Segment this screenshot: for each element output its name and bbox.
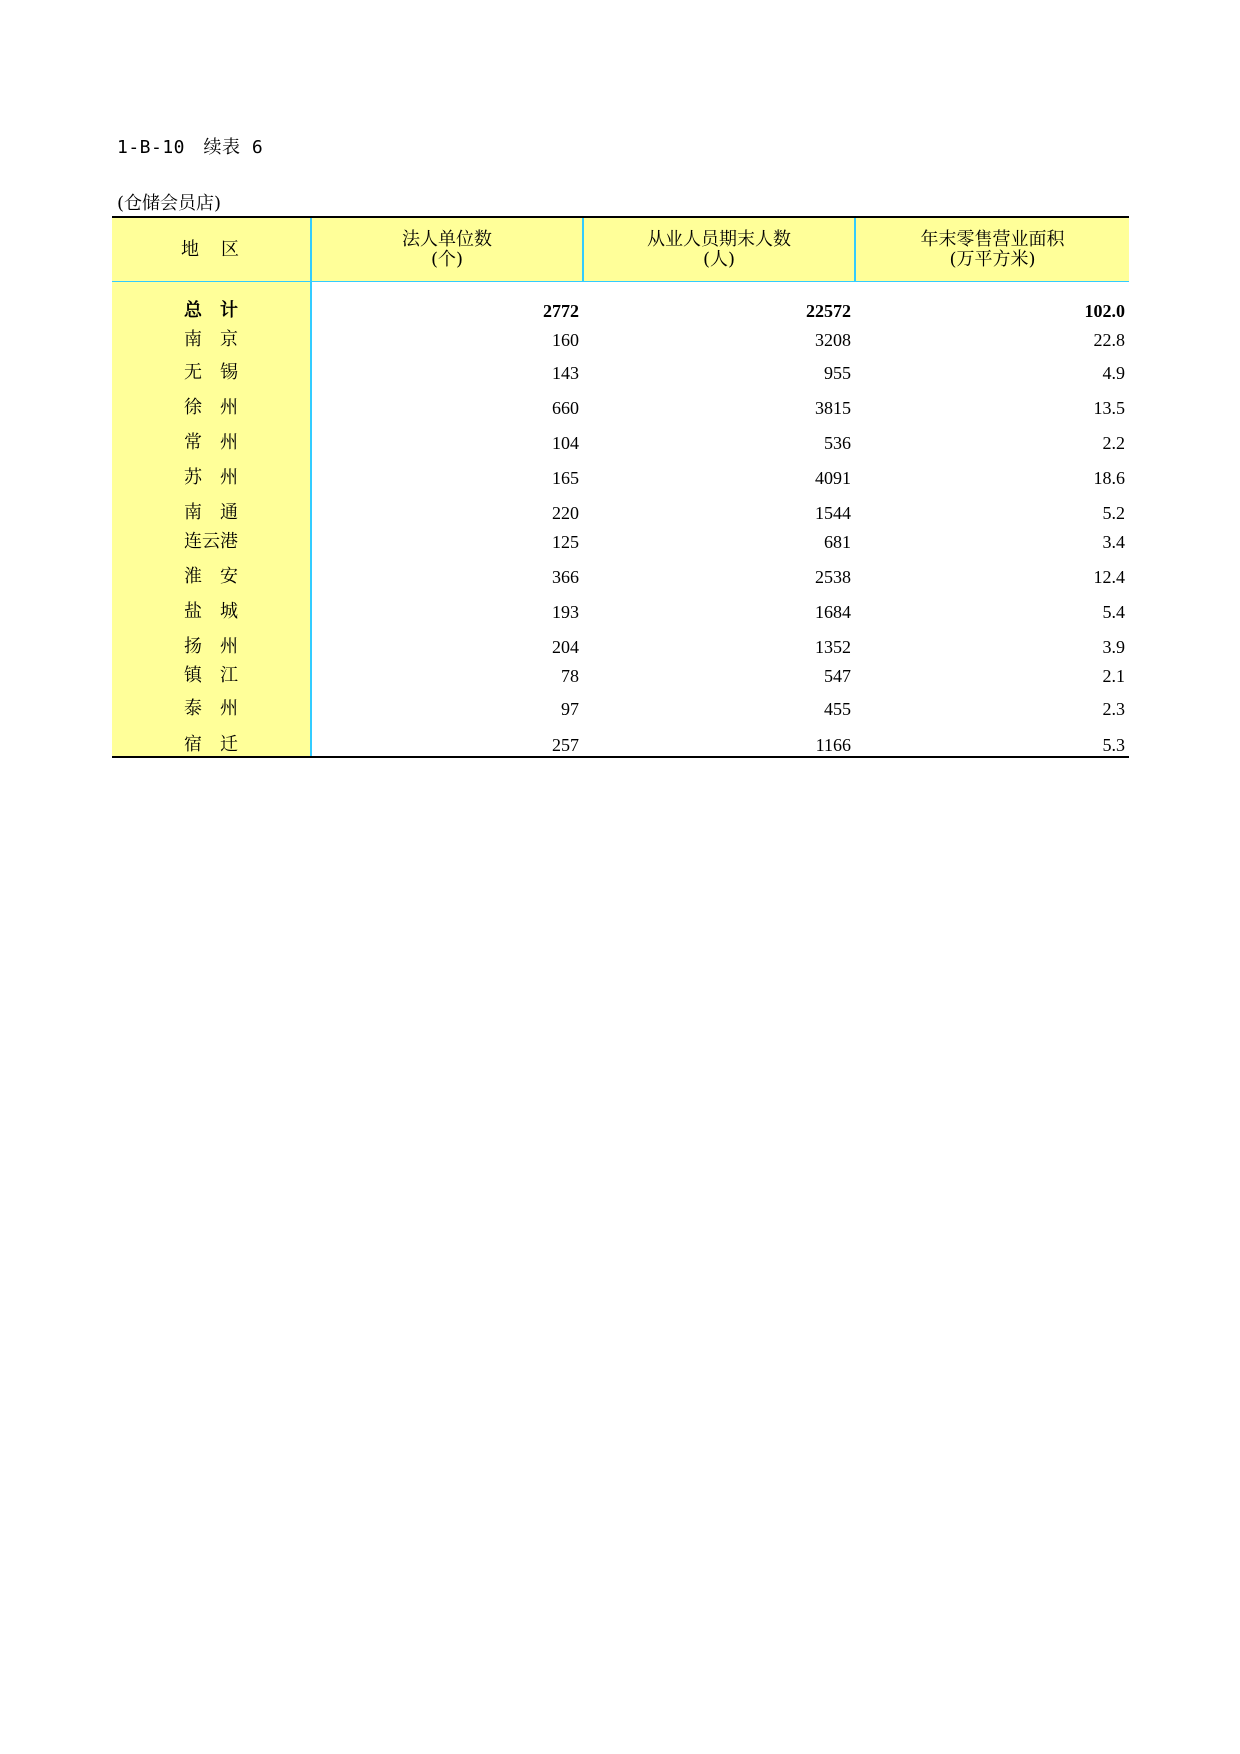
units-cell: 366: [552, 567, 579, 587]
area-cell: 12.4: [1093, 567, 1125, 587]
table-row: [112, 524, 1129, 553]
table-number: 1-B-10 续表 6: [117, 137, 264, 158]
table-row-total: [112, 294, 1129, 322]
area-cell: 5.2: [1102, 503, 1125, 523]
area-cell: 3.9: [1102, 637, 1125, 657]
region-name: 南 通: [184, 502, 238, 523]
employees-cell: 955: [824, 363, 851, 383]
header-area: [855, 217, 1129, 282]
table-row: [112, 351, 1129, 384]
employees-cell: 3815: [815, 398, 851, 418]
region-cell: [112, 351, 311, 384]
region-name: 南 京: [184, 329, 238, 350]
employees-cell: 2538: [815, 567, 851, 587]
units-cell: 257: [311, 720, 583, 757]
table-row: [112, 419, 1129, 454]
employees-cell: 22572: [806, 301, 851, 321]
region-name: 镇 江: [184, 665, 238, 686]
employees-cell: 4091: [815, 468, 851, 488]
area-cell: 13.5: [1093, 398, 1125, 418]
area-cell: 5.4: [1102, 602, 1125, 622]
header-employees-unit: (人): [702, 248, 736, 270]
region-cell: [112, 419, 311, 454]
statistics-table: [112, 216, 1129, 758]
region-name: 淮 安: [184, 566, 238, 587]
region-name: 盐 城: [184, 601, 238, 622]
region-name: 苏 州: [184, 467, 238, 488]
table-row: [112, 658, 1129, 687]
region-name: 泰 州: [184, 698, 238, 719]
area-cell: 102.0: [1084, 301, 1125, 321]
region-cell: [112, 588, 311, 623]
units-cell: 204: [552, 637, 579, 657]
header-row: [112, 217, 1129, 282]
region-name: 总 计: [184, 300, 238, 321]
employees-cell: 681: [824, 532, 851, 552]
units-cell: 160: [552, 330, 579, 350]
area-cell: 2.1: [1102, 666, 1125, 686]
table-row: [112, 384, 1129, 419]
area-cell: 5.3: [855, 720, 1129, 757]
region-cell: [112, 384, 311, 419]
units-cell: 2772: [543, 301, 579, 321]
employees-cell: 536: [824, 433, 851, 453]
region-cell: [112, 524, 311, 553]
header-region: 地区: [112, 217, 311, 282]
header-employees: [583, 217, 855, 282]
employees-cell: 1684: [815, 602, 851, 622]
employees-cell: 3208: [815, 330, 851, 350]
units-cell: 104: [552, 433, 579, 453]
employees-cell: 1544: [815, 503, 851, 523]
region-name: 宿 迁: [184, 734, 238, 755]
region-name: 无 锡: [184, 362, 238, 383]
area-cell: 3.4: [1102, 532, 1125, 552]
units-cell: 125: [552, 532, 579, 552]
employees-cell: 1352: [815, 637, 851, 657]
employees-cell: 455: [824, 699, 851, 719]
region-cell: [112, 322, 311, 351]
header-employees-label: 从业人员期末人数: [647, 228, 791, 250]
region-name: 徐 州: [184, 397, 238, 418]
table-row: [112, 454, 1129, 489]
area-cell: 4.9: [1102, 363, 1125, 383]
header-units-label: 法人单位数: [402, 228, 492, 250]
units-cell: 220: [552, 503, 579, 523]
units-cell: 193: [552, 602, 579, 622]
table-row: [112, 588, 1129, 623]
units-cell: 97: [561, 699, 579, 719]
region-cell: [112, 658, 311, 687]
region-name: 连云港: [184, 531, 238, 552]
units-cell: 78: [561, 666, 579, 686]
area-cell: 2.3: [1102, 699, 1125, 719]
header-area-label: 年末零售营业面积: [920, 228, 1065, 250]
area-cell: 2.2: [1102, 433, 1125, 453]
table-row: [112, 720, 1129, 757]
region-cell: [112, 720, 311, 757]
region-cell: [112, 623, 311, 658]
area-cell: 18.6: [1093, 468, 1125, 488]
area-cell: 22.8: [1093, 330, 1125, 350]
table-subtitle: (仓储会员店): [117, 193, 222, 214]
region-cell: [112, 489, 311, 524]
region-cell: [112, 553, 311, 588]
table-row: [112, 322, 1129, 351]
header-area-unit: (万平方米): [949, 248, 1036, 270]
units-cell: 165: [552, 468, 579, 488]
units-cell: 660: [552, 398, 579, 418]
employees-cell: 1166: [583, 720, 855, 757]
region-cell: [112, 454, 311, 489]
header-units: [311, 217, 583, 282]
region-name: 扬 州: [184, 636, 238, 657]
region-cell: [112, 687, 311, 720]
header-units-unit: (个): [430, 248, 464, 270]
table-row: [112, 687, 1129, 720]
employees-cell: 547: [824, 666, 851, 686]
region-name: 常 州: [184, 432, 238, 453]
table-row: [112, 489, 1129, 524]
spacer-cell: [112, 282, 311, 295]
spacer-row: [112, 282, 1129, 295]
table-row: [112, 553, 1129, 588]
region-cell: [112, 294, 311, 322]
units-cell: 143: [552, 363, 579, 383]
table-row: [112, 623, 1129, 658]
